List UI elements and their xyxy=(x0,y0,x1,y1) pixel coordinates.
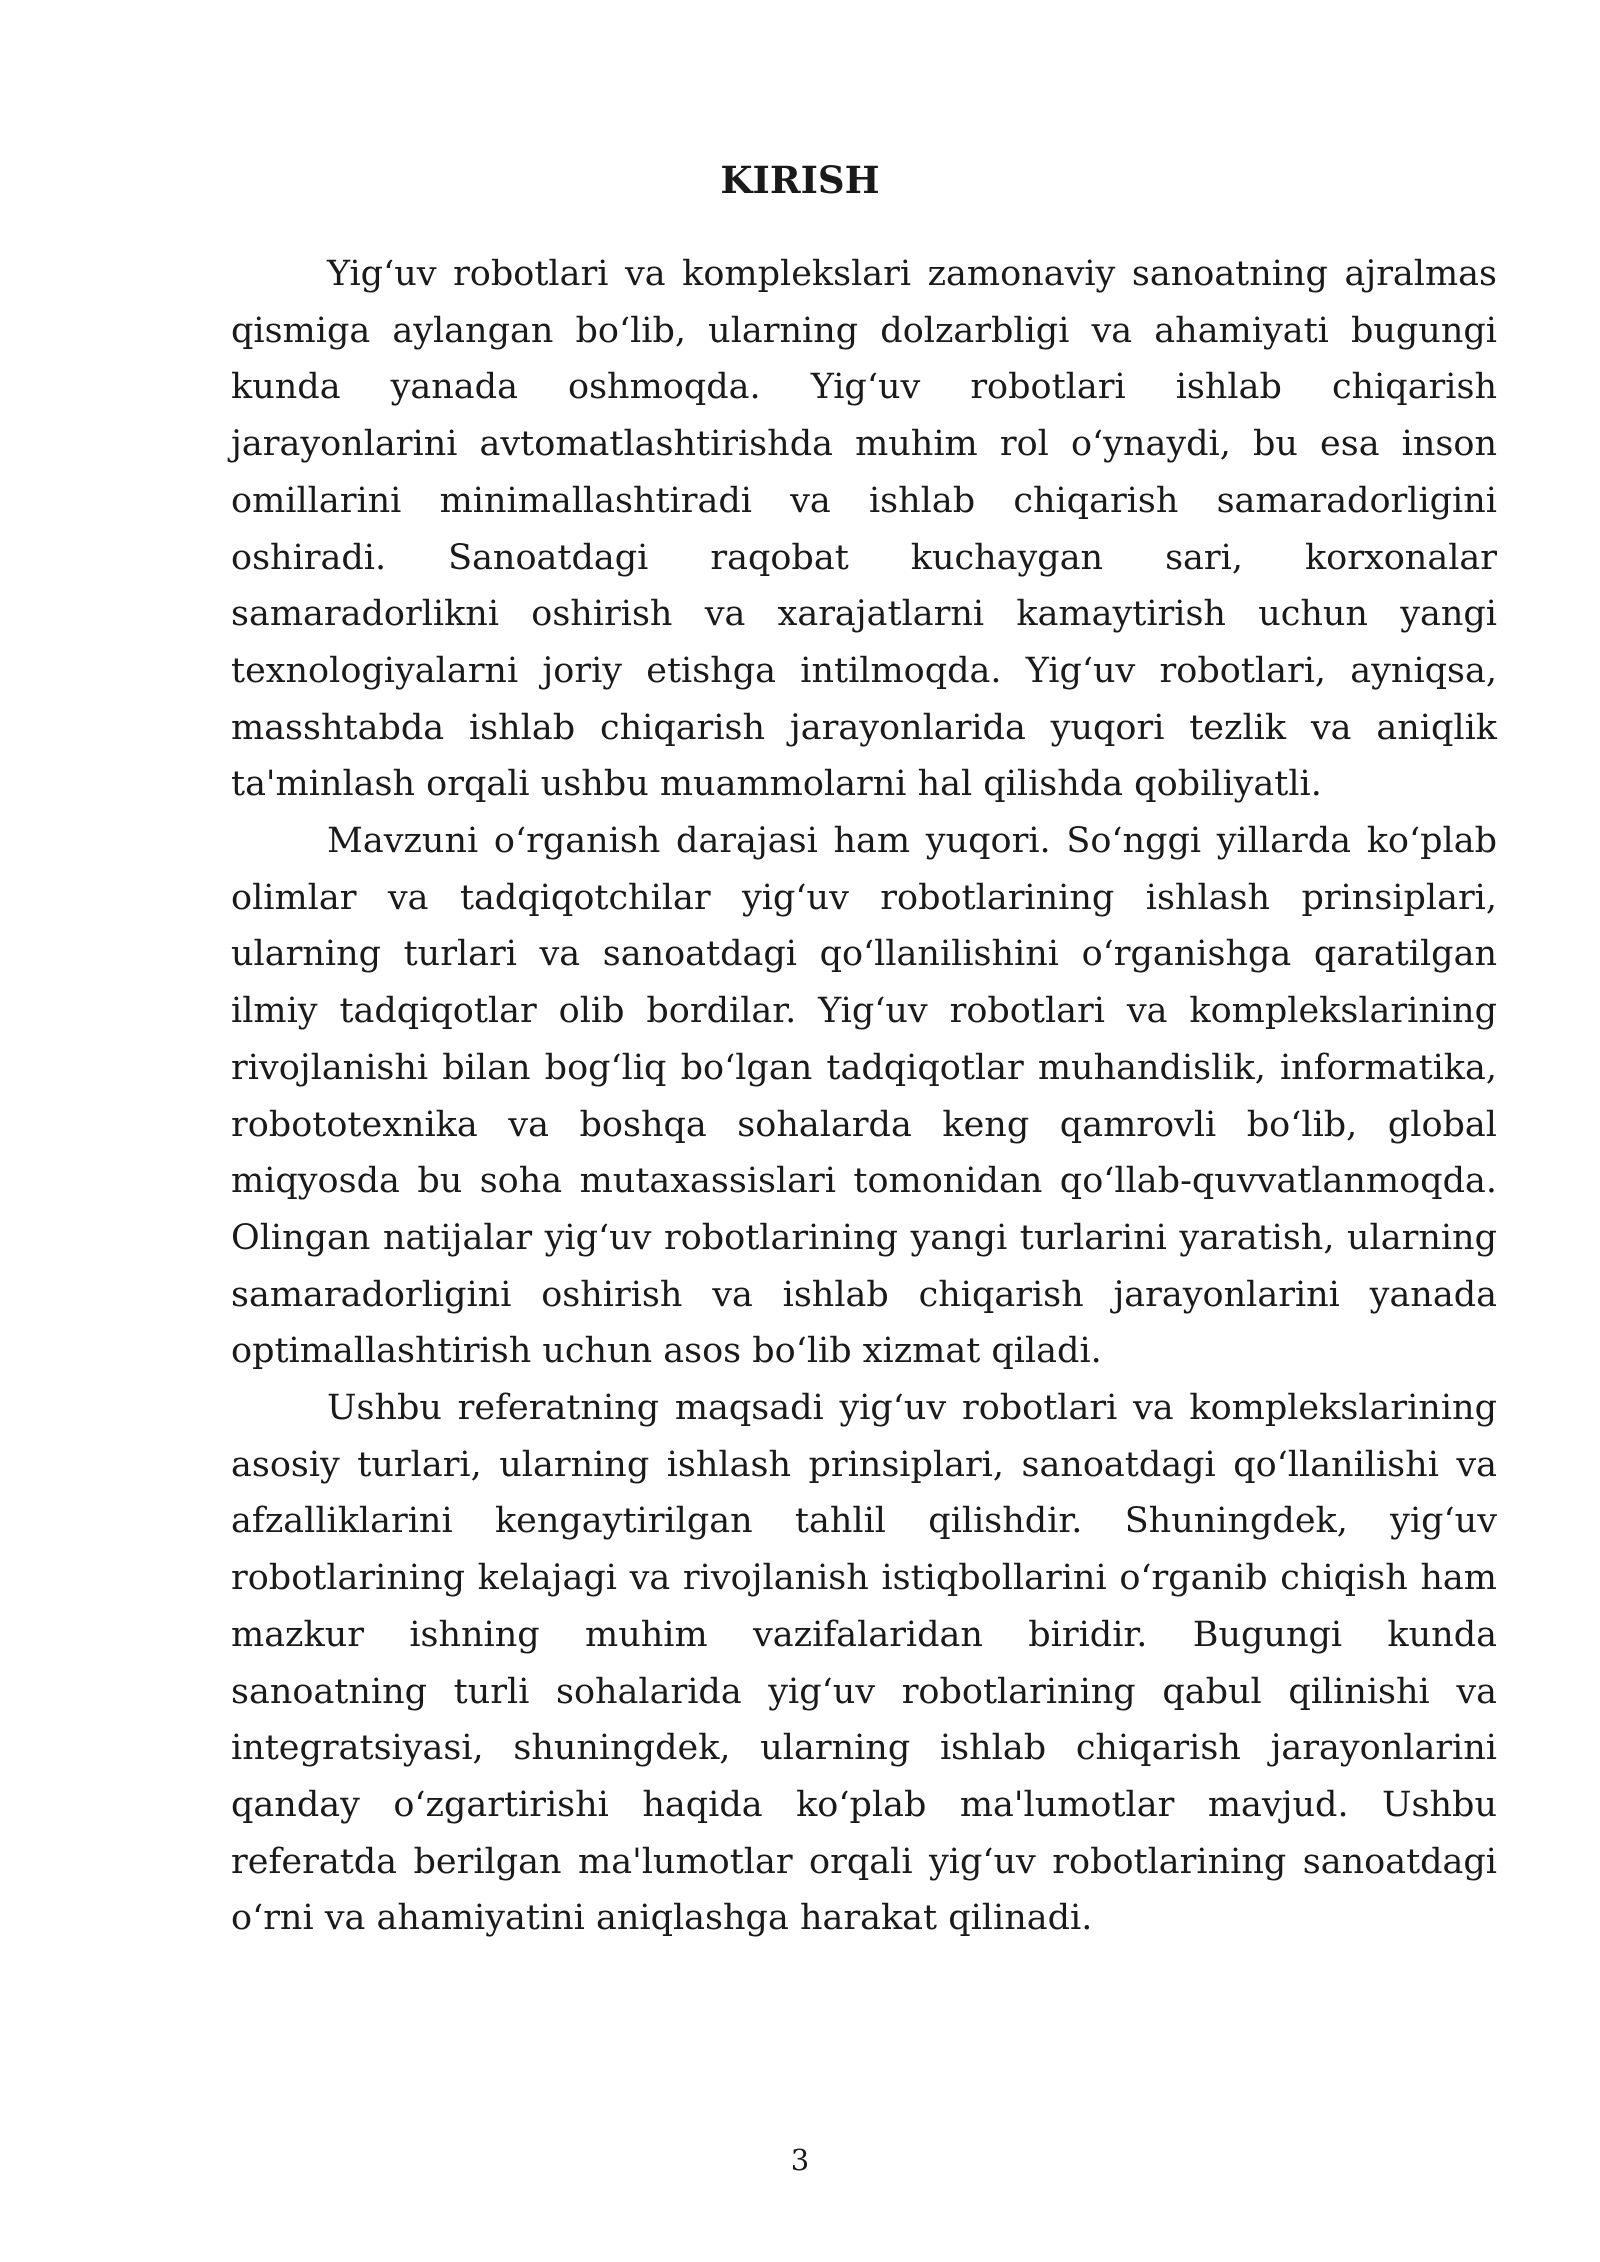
paragraph-research-level: Mavzuni o‘rganish darajasi ham yuqori. So‘nggi yillarda ko‘plab olimlar va tadqiqotchilar yig‘uv robotlarining ishlash prinsiplari, ularning turlari va sanoatdagi qo‘llanilishini o‘rganishga qaratilgan ilmiy tadqiqotlar olib bordilar. Yig‘uv robotlari va komplekslarining rivojlanishi bilan bog‘liq bo‘lgan tadqiqotlar muhandislik, informatika, robototexnika va boshqa sohalarda keng qamrovli bo‘lib, global miqyosda bu soha mutaxassislari tomonidan qo‘llab-quvvatlanmoqda. Olingan natijalar yig‘uv robotlarining yangi turlarini yaratish, ularning samaradorligini oshirish va ishlab chiqarish jarayonlarini yanada optimallashtirish uchun asos bo‘lib xizmat qiladi. xyxy=(231,821,1497,1372)
paragraph-purpose: Ushbu referatning maqsadi yig‘uv robotlari va komplekslarining asosiy turlari, ularning ishlash prinsiplari, sanoatdagi qo‘llanilishi va afzalliklarini kengaytirilgan tahlil qilishdir. Shuningdek, yig‘uv robotlarining kelajagi va rivojlanish istiqbollarini o‘rganib chiqish ham mazkur ishning muhim vazifalaridan biridir. Bugungi kunda sanoatning turli sohalarida yig‘uv robotlarining qabul qilinishi va integratsiyasi, shuningdek, ularning ishlab chiqarish jarayonlarini qanday o‘zgartirishi haqida ko‘plab ma'lumotlar mavjud. Ushbu referatda berilgan ma'lumotlar orqali yig‘uv robotlarining sanoatdagi o‘rni va ahamiyatini aniqlashga harakat qilinadi. xyxy=(231,1388,1497,1939)
section-heading: KIRISH xyxy=(720,158,880,202)
body-text xyxy=(231,246,1497,1947)
paragraph-relevance: Yig‘uv robotlari va komplekslari zamonaviy sanoatning ajralmas qismiga aylangan bo‘lib, ularning dolzarbligi va ahamiyati bugungi kunda yanada oshmoqda. Yig‘uv robotlari ishlab chiqarish jarayonlarini avtomatlashtirishda muhim rol o‘ynaydi, bu esa inson omillarini minimallashtiradi va ishlab chiqarish samaradorligini oshiradi. Sanoatdagi raqobat kuchaygan sari, korxonalar samaradorlikni oshirish va xarajatlarni kamaytirish uchun yangi texnologiyalarni joriy etishga intilmoqda. Yig‘uv robotlari, ayniqsa, masshtabda ishlab chiqarish jarayonlarida yuqori tezlik va aniqlik ta'minlash orqali ushbu muammolarni hal qilishda qobiliyatli. xyxy=(231,254,1497,805)
page-number: 3 xyxy=(790,2143,810,2177)
